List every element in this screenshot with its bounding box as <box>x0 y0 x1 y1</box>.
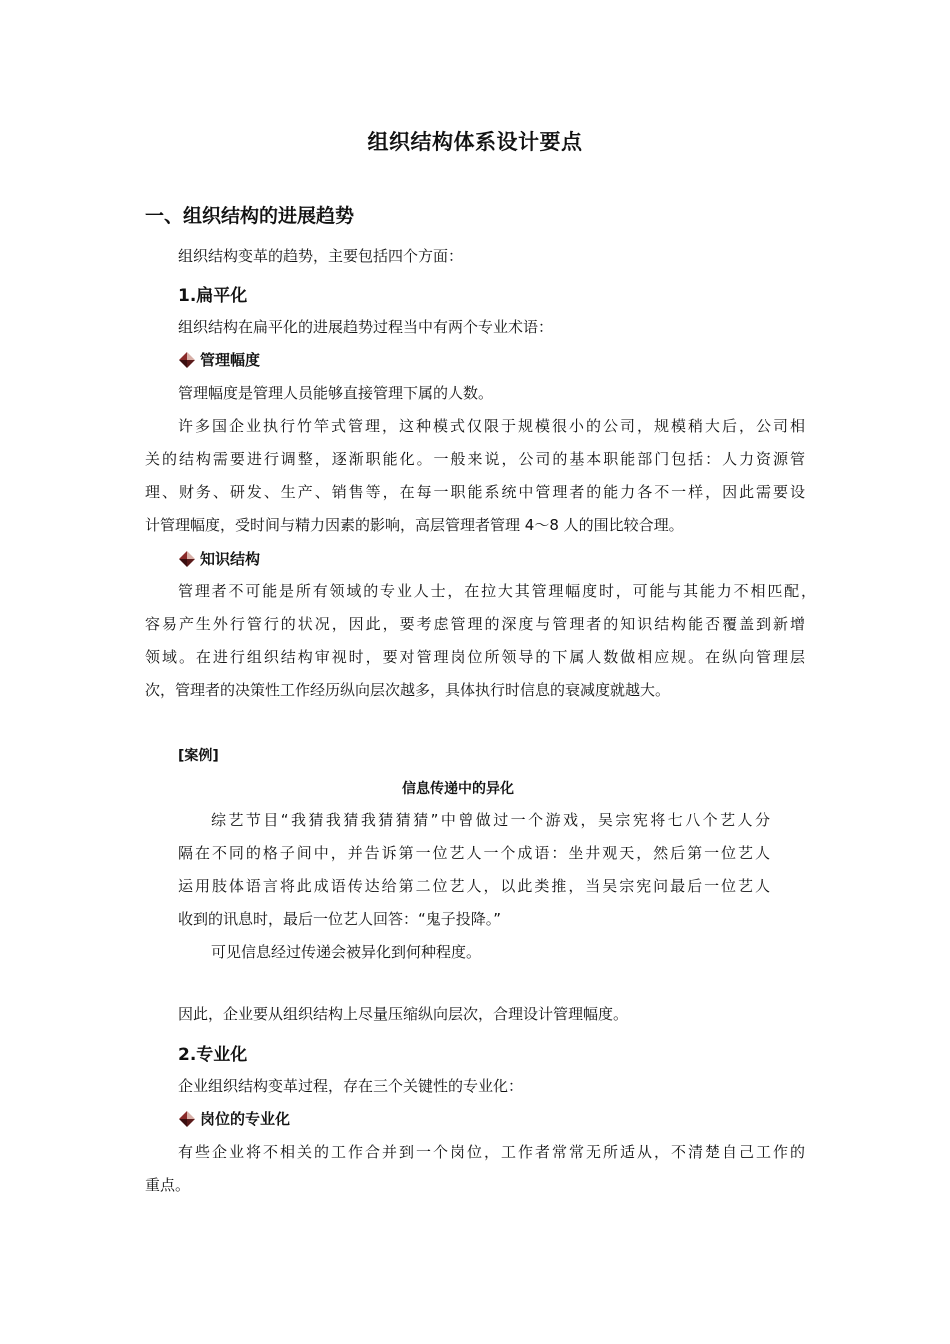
section-heading: 一、组织结构的进展趋势 <box>145 205 355 227</box>
paragraph-line: 管理者不可能是所有领域的专业人士，在拉大其管理幅度时，可能与其能力不相匹配， <box>178 582 816 600</box>
subsection-heading-specialization: 2.专业化 <box>178 1045 248 1065</box>
paragraph-line: 重点。 <box>145 1176 191 1194</box>
term-heading-label: 管理幅度 <box>200 351 261 369</box>
paragraph-line: 许多国企业执行竹竿式管理，这种模式仅限于规模很小的公司，规模稍大后，公司相 <box>178 417 805 435</box>
paragraph-line: 理、财务、研发、生产、销售等，在每一职能系统中管理者的能力各不一样，因此需要设 <box>145 483 805 501</box>
term-heading-label: 岗位的专业化 <box>200 1110 291 1128</box>
case-line: 收到的讯息时，最后一位艺人回答：“鬼子投降。” <box>178 910 502 928</box>
paragraph-line: 计管理幅度，受时间与精力因素的影响，高层管理者管理 4～8 人的围比较合理。 <box>145 516 684 534</box>
paragraph-specialization-intro: 企业组织结构变革过程，存在三个关键性的专业化： <box>178 1077 524 1095</box>
term-heading-label: 知识结构 <box>200 550 261 568</box>
paragraph-line: 关的结构需要进行调整，逐渐职能化。一般来说，公司的基本职能部门包括：人力资源管 <box>145 450 805 468</box>
term-heading-span <box>178 349 260 370</box>
paragraph-line: 有些企业将不相关的工作合并到一个岗位，工作者常常无所适从，不清楚自己工作的 <box>178 1143 805 1161</box>
document-title: 组织结构体系设计要点 <box>367 130 583 154</box>
paragraph-term1-definition: 管理幅度是管理人员能够直接管理下属的人数。 <box>178 384 494 402</box>
paragraph-intro: 组织结构变革的趋势，主要包括四个方面： <box>178 247 464 265</box>
case-line: 隔在不同的格子间中，并告诉第一位艺人一个成语：坐井观天，然后第一位艺人 <box>178 844 770 862</box>
term-heading-position <box>178 1108 290 1129</box>
paragraph-line: 次，管理者的决策性工作经历纵向层次越多，具体执行时信息的衰减度就越大。 <box>145 681 671 699</box>
paragraph-flattening-conclusion: 因此，企业要从组织结构上尽量压缩纵向层次，合理设计管理幅度。 <box>178 1005 629 1023</box>
paragraph-flattening-intro: 组织结构在扁平化的进展趋势过程当中有两个专业术语： <box>178 318 554 336</box>
term-heading-knowledge <box>178 548 260 569</box>
case-title: 信息传递中的异化 <box>402 781 514 797</box>
case-conclusion: 可见信息经过传递会被异化到何种程度。 <box>211 943 482 961</box>
diamond-arrow-icon <box>178 550 196 568</box>
diamond-arrow-icon <box>178 351 196 369</box>
subsection-heading-flattening: 1.扁平化 <box>178 286 248 306</box>
case-line: 运用肢体语言将此成语传达给第二位艺人，以此类推，当吴宗宪问最后一位艺人 <box>178 877 770 895</box>
paragraph-line: 容易产生外行管行的状况，因此，要考虑管理的深度与管理者的知识结构能否覆盖到新增 <box>145 615 805 633</box>
case-label: [案例] <box>178 748 219 764</box>
case-line: 综艺节目“我猜我猜我猜猜猜”中曾做过一个游戏，吴宗宪将七八个艺人分 <box>211 811 770 829</box>
paragraph-line: 领域。在进行组织结构审视时，要对管理岗位所领导的下属人数做相应规。在纵向管理层 <box>145 648 805 666</box>
diamond-arrow-icon <box>178 1110 196 1128</box>
